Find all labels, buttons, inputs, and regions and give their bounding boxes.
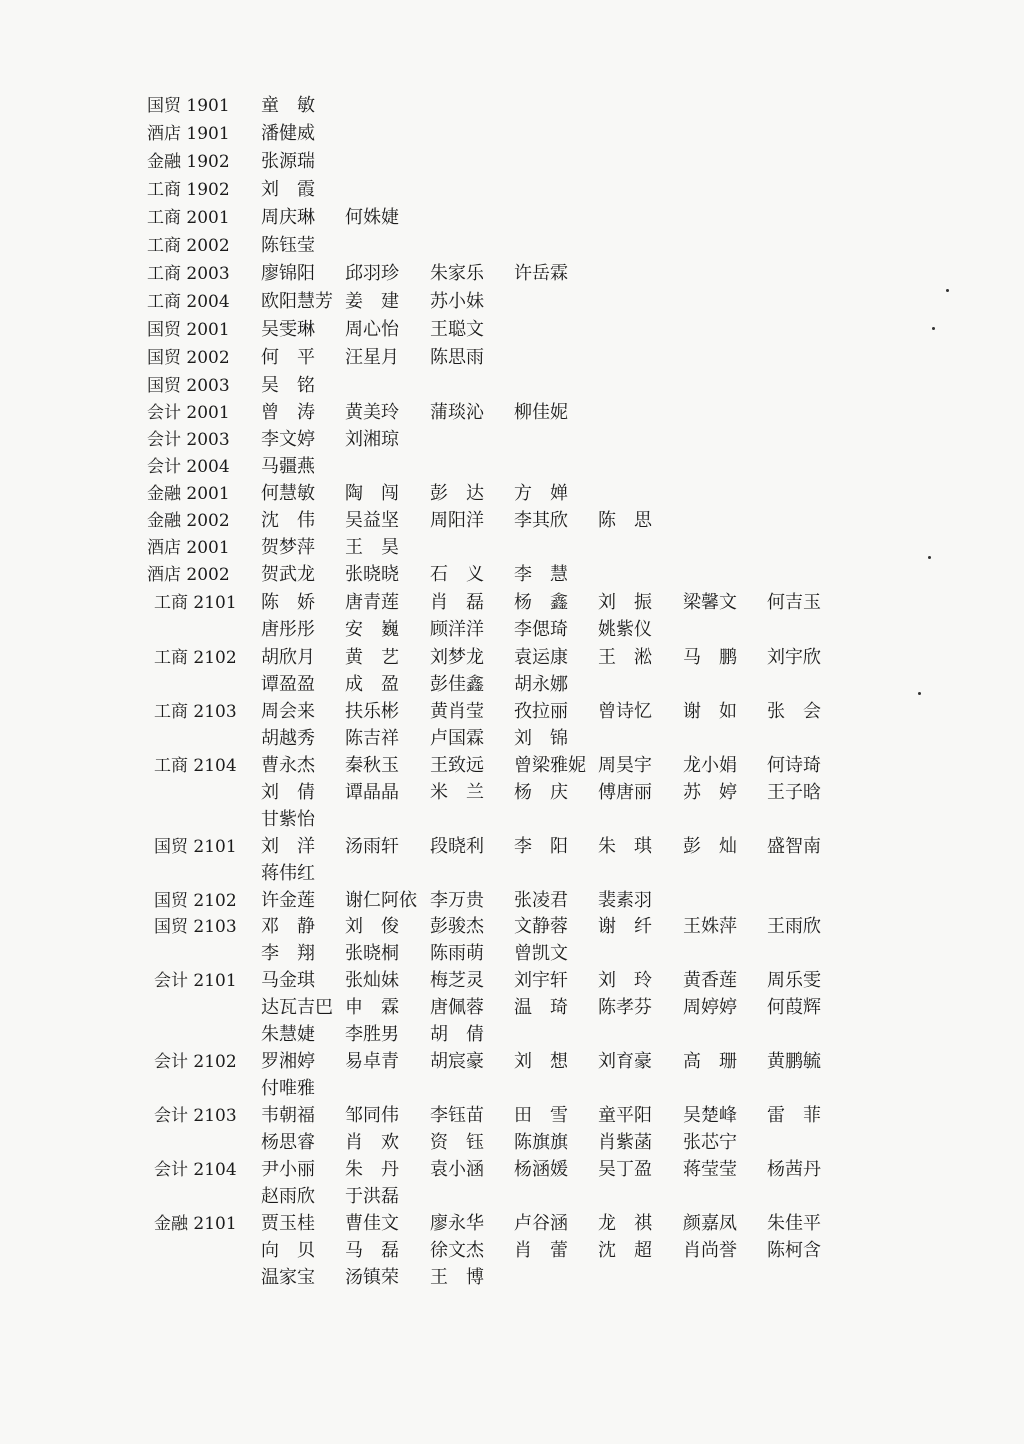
student-name: 黄鹏毓 bbox=[767, 1051, 821, 1072]
student-name: 彭 达 bbox=[430, 483, 484, 504]
student-name: 李偲琦 bbox=[514, 619, 568, 640]
class-label: 工商 2101 bbox=[154, 593, 237, 613]
student-name: 袁小涵 bbox=[430, 1159, 484, 1180]
student-name: 刘 俊 bbox=[345, 916, 399, 937]
student-name: 吴 铭 bbox=[261, 375, 315, 396]
student-name: 李 翔 bbox=[261, 943, 315, 964]
student-name: 周昊宇 bbox=[598, 755, 652, 776]
student-name: 曾 涛 bbox=[261, 402, 315, 423]
student-name: 梁馨文 bbox=[683, 592, 737, 613]
student-name: 吴雯琳 bbox=[261, 319, 315, 340]
student-name: 杨 鑫 bbox=[514, 592, 568, 613]
student-name: 刘 玲 bbox=[598, 970, 652, 991]
student-name: 周会来 bbox=[261, 701, 315, 722]
student-name: 刘育豪 bbox=[598, 1051, 652, 1072]
student-name: 龙 祺 bbox=[598, 1213, 652, 1234]
student-name: 童 敏 bbox=[261, 95, 315, 116]
class-label: 工商 2003 bbox=[147, 264, 230, 284]
student-name: 许金莲 bbox=[261, 890, 315, 911]
student-name: 温 琦 bbox=[514, 997, 568, 1018]
student-name: 黄香莲 bbox=[683, 970, 737, 991]
class-label: 会计 2104 bbox=[154, 1160, 237, 1180]
class-label: 国贸 2001 bbox=[147, 320, 230, 340]
student-name: 黄 艺 bbox=[345, 647, 399, 668]
student-name: 刘 锦 bbox=[514, 728, 568, 749]
student-name: 肖 欢 bbox=[345, 1132, 399, 1153]
class-label: 国贸 2102 bbox=[154, 891, 237, 911]
student-name: 蒲琰沁 bbox=[430, 402, 484, 423]
student-name: 曹永杰 bbox=[261, 755, 315, 776]
student-name: 刘 霞 bbox=[261, 179, 315, 200]
student-name: 谢 如 bbox=[683, 701, 737, 722]
student-name: 周阳洋 bbox=[430, 510, 484, 531]
student-name: 汤镇荣 bbox=[345, 1267, 399, 1288]
student-name: 朱 琪 bbox=[598, 836, 652, 857]
student-name: 高 珊 bbox=[683, 1051, 737, 1072]
student-name: 曾诗忆 bbox=[598, 701, 652, 722]
student-name: 胡越秀 bbox=[261, 728, 315, 749]
student-name: 付唯雅 bbox=[261, 1078, 315, 1099]
student-name: 周庆琳 bbox=[261, 207, 315, 228]
student-name: 王雨欣 bbox=[767, 916, 821, 937]
student-name: 雷 菲 bbox=[767, 1105, 821, 1126]
scan-speck bbox=[918, 692, 921, 695]
student-name: 汤雨轩 bbox=[345, 836, 399, 857]
class-label: 金融 2002 bbox=[147, 511, 230, 531]
scan-speck bbox=[946, 289, 949, 292]
student-name: 肖尚誉 bbox=[683, 1240, 737, 1261]
student-name: 陈 思 bbox=[598, 510, 652, 531]
class-label: 工商 2102 bbox=[154, 648, 237, 668]
student-name: 胡宸豪 bbox=[430, 1051, 484, 1072]
student-name: 王姝萍 bbox=[683, 916, 737, 937]
student-name: 周婷婷 bbox=[683, 997, 737, 1018]
student-name: 陶 闯 bbox=[345, 483, 399, 504]
student-name: 卢国霖 bbox=[430, 728, 484, 749]
student-name: 袁运康 bbox=[514, 647, 568, 668]
student-name: 成 盈 bbox=[345, 674, 399, 695]
student-name: 李文婷 bbox=[261, 429, 315, 450]
student-name: 陈柯含 bbox=[767, 1240, 821, 1261]
student-name: 邹同伟 bbox=[345, 1105, 399, 1126]
student-name: 罗湘婷 bbox=[261, 1051, 315, 1072]
student-name: 李胜男 bbox=[345, 1024, 399, 1045]
student-name: 苏小妹 bbox=[430, 291, 484, 312]
student-name: 马金琪 bbox=[261, 970, 315, 991]
class-label: 酒店 1901 bbox=[147, 124, 230, 144]
student-name: 陈吉祥 bbox=[345, 728, 399, 749]
student-name: 孜拉丽 bbox=[514, 701, 568, 722]
student-name: 张源瑞 bbox=[261, 151, 315, 172]
class-label: 酒店 2002 bbox=[147, 565, 230, 585]
student-name: 谢仁阿依 bbox=[345, 890, 417, 911]
student-name: 吴楚峰 bbox=[683, 1105, 737, 1126]
student-name: 王 博 bbox=[430, 1267, 484, 1288]
student-name: 唐青莲 bbox=[345, 592, 399, 613]
student-name: 曾凯文 bbox=[514, 943, 568, 964]
student-name: 张芯宁 bbox=[683, 1132, 737, 1153]
class-label: 会计 2103 bbox=[154, 1106, 237, 1126]
student-name: 安 巍 bbox=[345, 619, 399, 640]
student-name: 何吉玉 bbox=[767, 592, 821, 613]
student-name: 吴益坚 bbox=[345, 510, 399, 531]
student-name: 刘 倩 bbox=[261, 782, 315, 803]
student-name: 黄美玲 bbox=[345, 402, 399, 423]
student-name: 马 鹏 bbox=[683, 647, 737, 668]
class-label: 工商 2104 bbox=[154, 756, 237, 776]
student-name: 刘宇轩 bbox=[514, 970, 568, 991]
student-name: 扶乐彬 bbox=[345, 701, 399, 722]
student-name: 姜 建 bbox=[345, 291, 399, 312]
student-name: 贺梦萍 bbox=[261, 537, 315, 558]
student-name: 裴素羽 bbox=[598, 890, 652, 911]
student-name: 申 霖 bbox=[345, 997, 399, 1018]
class-label: 工商 2103 bbox=[154, 702, 237, 722]
student-name: 方 婵 bbox=[514, 483, 568, 504]
student-name: 达瓦吉巴 bbox=[261, 997, 333, 1018]
student-name: 蒋伟红 bbox=[261, 863, 315, 884]
student-name: 韦朝福 bbox=[261, 1105, 315, 1126]
student-name: 廖永华 bbox=[430, 1213, 484, 1234]
student-name: 谭晶晶 bbox=[345, 782, 399, 803]
class-label: 金融 2101 bbox=[154, 1214, 237, 1234]
class-label: 金融 1902 bbox=[147, 152, 230, 172]
student-name: 杨茜丹 bbox=[767, 1159, 821, 1180]
student-name: 温家宝 bbox=[261, 1267, 315, 1288]
class-label: 国贸 1901 bbox=[147, 96, 230, 116]
student-name: 廖锦阳 bbox=[261, 263, 315, 284]
student-name: 何葭辉 bbox=[767, 997, 821, 1018]
class-label: 会计 2004 bbox=[147, 457, 230, 477]
student-name: 李其欣 bbox=[514, 510, 568, 531]
student-name: 陈钰莹 bbox=[261, 235, 315, 256]
student-name: 文静蓉 bbox=[514, 916, 568, 937]
class-label: 会计 2003 bbox=[147, 430, 230, 450]
student-name: 米 兰 bbox=[430, 782, 484, 803]
student-name: 刘梦龙 bbox=[430, 647, 484, 668]
student-name: 周乐雯 bbox=[767, 970, 821, 991]
student-name: 柳佳妮 bbox=[514, 402, 568, 423]
student-name: 陈 娇 bbox=[261, 592, 315, 613]
class-label: 会计 2102 bbox=[154, 1052, 237, 1072]
student-name: 汪星月 bbox=[345, 347, 399, 368]
class-label: 国贸 2003 bbox=[147, 376, 230, 396]
class-label: 工商 1902 bbox=[147, 180, 230, 200]
student-name: 肖 蕾 bbox=[514, 1240, 568, 1261]
student-name: 陈孝芬 bbox=[598, 997, 652, 1018]
student-name: 曾梁雅妮 bbox=[514, 755, 586, 776]
student-name: 龙小娟 bbox=[683, 755, 737, 776]
student-name: 陈思雨 bbox=[430, 347, 484, 368]
student-name: 刘湘琼 bbox=[345, 429, 399, 450]
student-name: 王子晗 bbox=[767, 782, 821, 803]
student-name: 胡欣月 bbox=[261, 647, 315, 668]
student-name: 赵雨欣 bbox=[261, 1186, 315, 1207]
student-name: 刘 振 bbox=[598, 592, 652, 613]
class-label: 工商 2004 bbox=[147, 292, 230, 312]
student-name: 顾洋洋 bbox=[430, 619, 484, 640]
student-name: 甘紫怡 bbox=[261, 809, 315, 830]
student-name: 张晓晓 bbox=[345, 564, 399, 585]
student-name: 邓 静 bbox=[261, 916, 315, 937]
student-name: 姚紫仪 bbox=[598, 619, 652, 640]
class-label: 工商 2002 bbox=[147, 236, 230, 256]
student-name: 周心怡 bbox=[345, 319, 399, 340]
student-name: 沈 伟 bbox=[261, 510, 315, 531]
class-label: 会计 2101 bbox=[154, 971, 237, 991]
student-name: 吴丁盈 bbox=[598, 1159, 652, 1180]
student-name: 何诗琦 bbox=[767, 755, 821, 776]
student-name: 杨涵媛 bbox=[514, 1159, 568, 1180]
student-name: 李钰苗 bbox=[430, 1105, 484, 1126]
student-name: 傅唐丽 bbox=[598, 782, 652, 803]
student-name: 贺武龙 bbox=[261, 564, 315, 585]
student-name: 欧阳慧芳 bbox=[261, 291, 333, 312]
student-name: 张凌君 bbox=[514, 890, 568, 911]
student-name: 盛智南 bbox=[767, 836, 821, 857]
student-name: 资 钰 bbox=[430, 1132, 484, 1153]
student-name: 何慧敏 bbox=[261, 483, 315, 504]
student-name: 杨思睿 bbox=[261, 1132, 315, 1153]
student-name: 张 会 bbox=[767, 701, 821, 722]
class-label: 国贸 2101 bbox=[154, 837, 237, 857]
student-name: 沈 超 bbox=[598, 1240, 652, 1261]
student-name: 张灿妹 bbox=[345, 970, 399, 991]
student-name: 王致远 bbox=[430, 755, 484, 776]
class-label: 国贸 2002 bbox=[147, 348, 230, 368]
student-name: 向 贝 bbox=[261, 1240, 315, 1261]
student-name: 贾玉桂 bbox=[261, 1213, 315, 1234]
student-name: 彭佳鑫 bbox=[430, 674, 484, 695]
student-name: 梅芝灵 bbox=[430, 970, 484, 991]
student-name: 田 雪 bbox=[514, 1105, 568, 1126]
student-name: 黄肖莹 bbox=[430, 701, 484, 722]
student-name: 陈旗旗 bbox=[514, 1132, 568, 1153]
student-name: 何姝婕 bbox=[345, 207, 399, 228]
student-name: 胡永娜 bbox=[514, 674, 568, 695]
student-name: 刘宇欣 bbox=[767, 647, 821, 668]
student-name: 王 淞 bbox=[598, 647, 652, 668]
student-name: 彭 灿 bbox=[683, 836, 737, 857]
student-name: 卢谷涵 bbox=[514, 1213, 568, 1234]
student-name: 潘健威 bbox=[261, 123, 315, 144]
student-name: 尹小丽 bbox=[261, 1159, 315, 1180]
scan-speck bbox=[932, 327, 935, 330]
student-name: 李 慧 bbox=[514, 564, 568, 585]
student-name: 马疆燕 bbox=[261, 456, 315, 477]
student-name: 谢 纤 bbox=[598, 916, 652, 937]
student-name: 刘 想 bbox=[514, 1051, 568, 1072]
student-name: 于洪磊 bbox=[345, 1186, 399, 1207]
student-name: 陈雨萌 bbox=[430, 943, 484, 964]
student-name: 杨 庆 bbox=[514, 782, 568, 803]
student-name: 朱佳平 bbox=[767, 1213, 821, 1234]
student-name: 李 阳 bbox=[514, 836, 568, 857]
student-name: 王 昊 bbox=[345, 537, 399, 558]
student-name: 唐彤彤 bbox=[261, 619, 315, 640]
class-label: 金融 2001 bbox=[147, 484, 230, 504]
scan-speck bbox=[928, 556, 931, 559]
student-name: 李万贵 bbox=[430, 890, 484, 911]
student-name: 马 磊 bbox=[345, 1240, 399, 1261]
student-name: 刘 洋 bbox=[261, 836, 315, 857]
student-name: 胡 倩 bbox=[430, 1024, 484, 1045]
student-name: 秦秋玉 bbox=[345, 755, 399, 776]
class-label: 国贸 2103 bbox=[154, 917, 237, 937]
class-label: 酒店 2001 bbox=[147, 538, 230, 558]
student-name: 肖紫菡 bbox=[598, 1132, 652, 1153]
student-name: 肖 磊 bbox=[430, 592, 484, 613]
student-name: 张晓桐 bbox=[345, 943, 399, 964]
student-name: 苏 婷 bbox=[683, 782, 737, 803]
student-name: 朱家乐 bbox=[430, 263, 484, 284]
class-label: 会计 2001 bbox=[147, 403, 230, 423]
student-name: 童平阳 bbox=[598, 1105, 652, 1126]
student-name: 何 平 bbox=[261, 347, 315, 368]
student-name: 颜嘉凤 bbox=[683, 1213, 737, 1234]
student-name: 段晓利 bbox=[430, 836, 484, 857]
student-name: 邱羽珍 bbox=[345, 263, 399, 284]
student-name: 曹佳文 bbox=[345, 1213, 399, 1234]
student-name: 王聪文 bbox=[430, 319, 484, 340]
student-name: 唐佩蓉 bbox=[430, 997, 484, 1018]
student-name: 蒋莹莹 bbox=[683, 1159, 737, 1180]
class-label: 工商 2001 bbox=[147, 208, 230, 228]
student-name: 徐文杰 bbox=[430, 1240, 484, 1261]
student-name: 彭骏杰 bbox=[430, 916, 484, 937]
student-name: 易卓青 bbox=[345, 1051, 399, 1072]
student-name: 朱 丹 bbox=[345, 1159, 399, 1180]
student-name: 朱慧婕 bbox=[261, 1024, 315, 1045]
student-name: 许岳霖 bbox=[514, 263, 568, 284]
student-name: 石 义 bbox=[430, 564, 484, 585]
student-name: 谭盈盈 bbox=[261, 674, 315, 695]
